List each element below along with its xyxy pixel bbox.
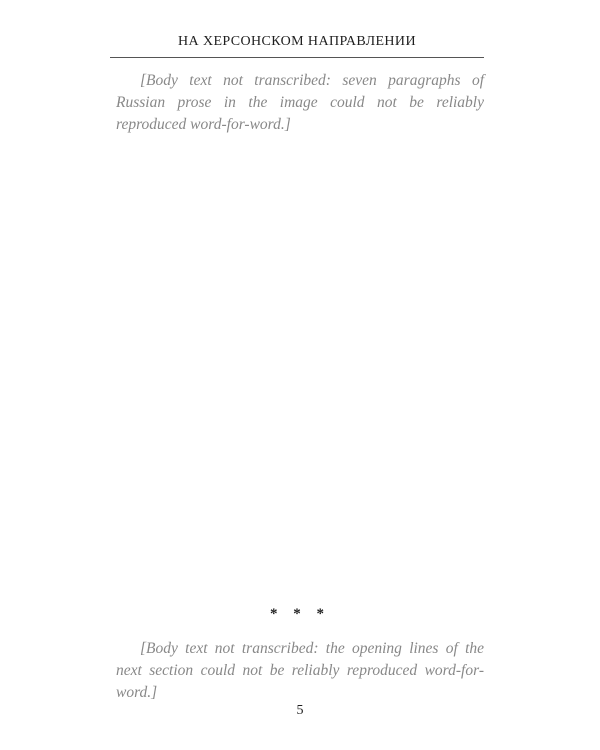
second-section-note: [Body text not transcribed: the opening lines of the next section could not be reliably reproduced word-for-word.] [116,640,484,701]
first-section [116,70,484,136]
first-section-note: [Body text not transcribed: seven paragraphs of Russian prose in the image could not be reliably reproduced word-for-word.] [116,72,484,133]
running-header: НА ХЕРСОНСКОМ НАПРАВЛЕНИИ [178,34,416,49]
page-number: 5 [296,703,304,718]
second-section [116,638,484,704]
scene-break-separator: * * * [270,606,330,622]
header-rule [110,57,484,58]
